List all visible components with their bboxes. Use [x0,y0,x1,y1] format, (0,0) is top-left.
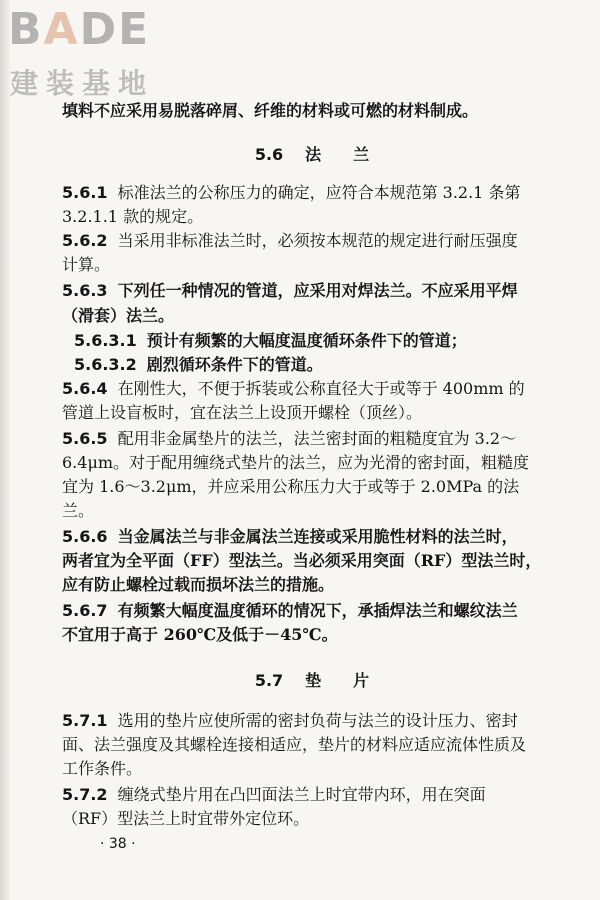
paragraph-line: 两者宜为全平面（FF）型法兰。当必须采用突面（RF）型法兰时， [62,551,542,570]
clause-5-6-3: 5.6.3 下列任一种情况的管道，应采用对焊法兰。不应采用平焊 [62,281,518,300]
clause-5-6-4: 5.6.4 在刚性大，不便于拆装或公称直径大于或等于 400mm 的 [62,379,525,398]
paragraph-line: 面、法兰强度及其螺栓连接相适应，垫片的材料应适应流体性质及 [62,735,527,754]
paragraph-line: 计算。 [62,255,111,274]
paragraph-line: 6.4μm。对于配用缠绕式垫片的法兰，应为光滑的密封面，粗糙度 [62,453,530,472]
heading-title: 垫 片 [305,671,370,690]
paragraph-line: 3.2.1.1 款的规定。 [62,207,204,226]
heading-number: 5.6 [254,145,284,164]
paragraph-line: 应有防止螺栓过载而损坏法兰的措施。 [62,575,335,594]
page-number: · 38 · [100,836,136,852]
heading-number: 5.7 [254,671,284,690]
clause-5-6-5: 5.6.5 配用非金属垫片的法兰，法兰密封面的粗糙度宜为 3.2～ [62,429,517,448]
paragraph-line: 填料不应采用易脱落碎屑、纤维的材料或可燃的材料制成。 [62,101,479,120]
clause-5-6-2: 5.6.2 当采用非标准法兰时，必须按本规范的规定进行耐压强度 [62,231,518,250]
paragraph-line: 兰。 [62,501,95,520]
clause-5-6-3-2: 5.6.3.2 剧烈循环条件下的管道。 [74,355,323,374]
clause-5-7-1: 5.7.1 选用的垫片应使所需的密封负荷与法兰的设计压力、密封 [62,711,518,730]
clause-5-7-2: 5.7.2 缠绕式垫片用在凸凹面法兰上时宜带内环，用在突面 [62,785,486,804]
clause-5-6-3-1: 5.6.3.1 预计有频繁的大幅度温度循环条件下的管道； [74,331,467,350]
clause-5-6-6: 5.6.6 当金属法兰与非金属法兰连接或采用脆性材料的法兰时， [62,527,518,546]
heading-title: 法 兰 [305,145,370,164]
watermark-subtitle: 建装基地 [10,67,155,100]
paragraph-line: （滑套）法兰。 [62,306,175,325]
paragraph-line: 宜为 1.6～3.2μm，并应采用公称压力大于或等于 2.0MPa 的法 [62,477,520,496]
paragraph-line: 工作条件。 [62,759,143,778]
section-heading-5-7 [62,670,562,692]
paragraph-line: 不宜用于高于 260℃及低于－45℃。 [62,625,338,644]
clause-5-6-7: 5.6.7 有频繁大幅度温度循环的情况下，承插焊法兰和螺纹法兰 [62,601,518,620]
clause-5-6-1: 5.6.1 标准法兰的公称压力的确定，应符合本规范第 3.2.1 条第 [62,183,521,202]
paragraph-line: （RF）型法兰上时宜带外定位环。 [62,809,310,828]
paragraph-line: 管道上设盲板时，宜在法兰上设顶开螺栓（顶丝）。 [62,403,423,422]
watermark-logo [8,4,178,99]
watermark-brand: BADE [8,4,151,55]
section-heading-5-6 [62,144,562,166]
page-binding-edge [0,0,10,900]
